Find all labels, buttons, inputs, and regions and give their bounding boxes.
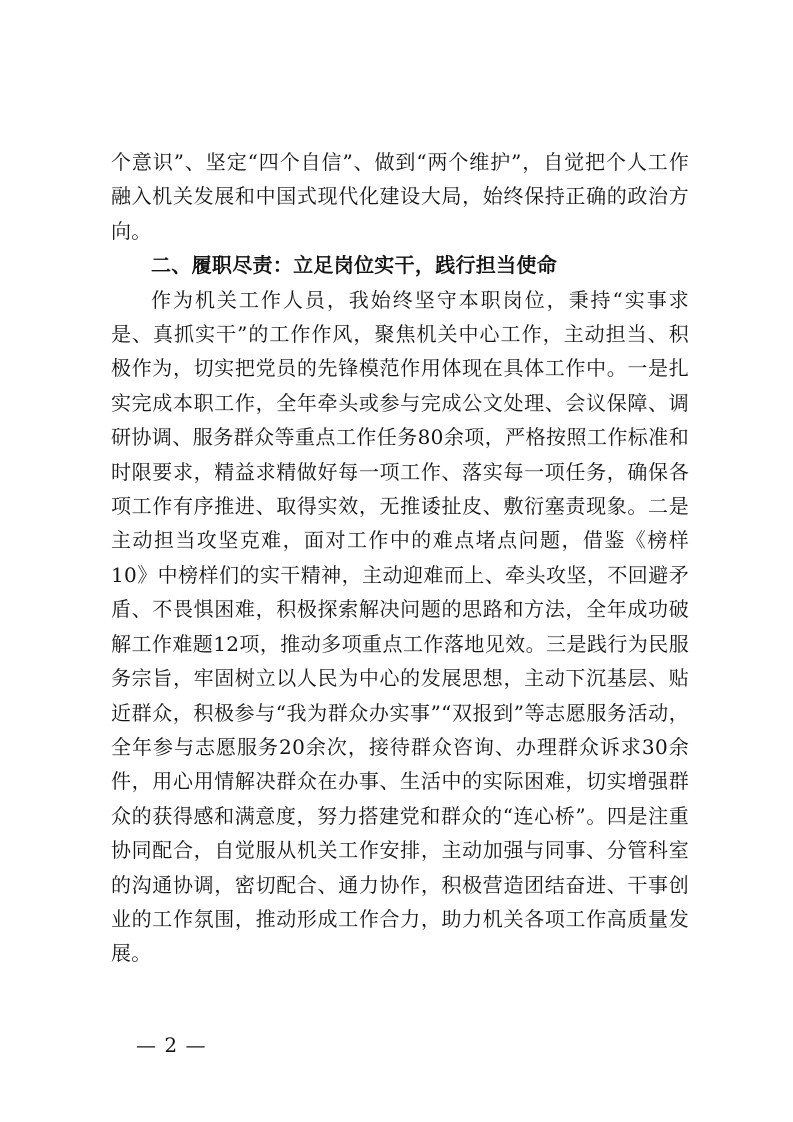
paragraph-body: 作为机关工作人员，我始终坚守本职岗位，秉持“实事求是、真抓实干”的工作作风，聚焦机关中心工作，主动担当、积极作为，切实把党员的先锋模范作用体现在具体工作中。一是扎实完成本职工作，全年牵头或参与完成公文处理、会议保障、调研协调、服务群众等重点工作任务80余项，严格按照工作标准和时限要求，精益求精做好每一项工作、落实每一项任务，确保各项工作有序推进、取得实效，无推诿扯皮、敷衍塞责现象。二是主动担当攻坚克难，面对工作中的难点堵点问题，借鉴《榜样10》中榜样们的实干精神，主动迎难而上、牵头攻坚，不回避矛盾、不畏惧困难，积极探索解决问题的思路和方法，全年成功破解工作难题12项，推动多项重点工作落地见效。三是践行为民服务宗旨，牢固树立以人民为中心的发展思想，主动下沉基层、贴近群众，积极参与“我为群众办实事”“双报到”等志愿服务活动，全年参与志愿服务20余次，接待群众咨询、办理群众诉求30余件，用心用情解决群众在办事、生活中的实际困难，切实增强群众的获得感和满意度，努力搭建党和群众的“连心桥”。四是注重协同配合，自觉服从机关工作安排，主动加强与同事、分管科室的沟通协调，密切配合、通力协作，积极营造团结奋进、干事创业的工作氛围，推动形成工作合力，助力机关各项工作高质量发展。 bbox=[111, 287, 689, 966]
page-number: — 2 — bbox=[136, 1033, 207, 1057]
document-body bbox=[111, 145, 689, 971]
section-heading: 二、履职尽责：立足岗位实干，践行担当使命 bbox=[151, 253, 557, 278]
paragraph-continuation: 个意识”、坚定“四个自信”、做到“两个维护”，自觉把个人工作融入机关发展和中国式现代化建设大局，始终保持正确的政治方向。 bbox=[111, 150, 689, 243]
